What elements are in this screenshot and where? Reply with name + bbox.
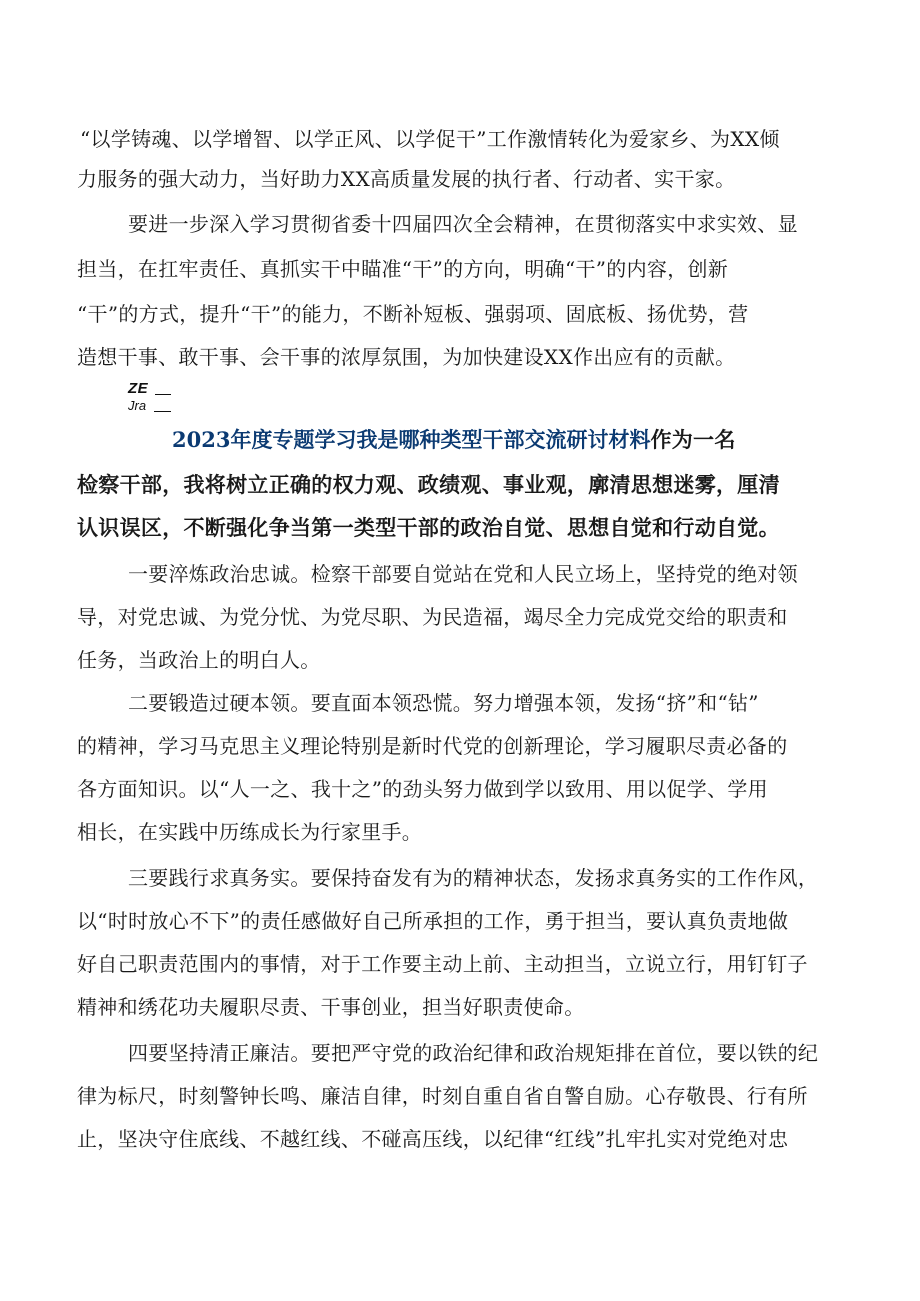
paragraph-line: 一要淬炼政治忠诚。检察干部要自觉站在党和人民立场上，坚持党的绝对领 [128, 562, 798, 586]
title-continuation: 作为一名 [650, 427, 736, 452]
paragraph-line: 力服务的强大动力，当好助力XX高质量发展的执行者、行动者、实干家。 [77, 167, 736, 191]
document-title: 2023年度专题学习我是哪种类型干部交流研讨材料 [172, 427, 651, 452]
document-title-line [172, 428, 736, 452]
paragraph-line: 的精神，学习马克思主义理论特别是新时代党的创新理论，学习履职尽责必备的 [77, 734, 788, 758]
logo-text-bottom: Jra [128, 398, 147, 413]
paragraph-line: 止，坚决守住底线、不越红线、不碰高压线，以纪律“红线”扎牢扎实对党绝对忠 [77, 1127, 789, 1151]
paragraph-line: 三要践行求真务实。要保持奋发有为的精神状态，发扬求真务实的工作作风， [128, 866, 819, 890]
paragraph-line: 导，对党忠诚、为党分忧、为党尽职、为民造福，竭尽全力完成党交给的职责和 [77, 605, 788, 629]
watermark-logo [128, 381, 188, 415]
paragraph-line: 以“时时放心不下”的责任感做好自己所承担的工作，勇于担当，要认真负责地做 [77, 909, 789, 933]
paragraph-line: 精神和绣花功夫履职尽责、干事创业，担当好职责使命。 [77, 995, 585, 1019]
paragraph-line: 相长，在实践中历练成长为行家里手。 [77, 820, 423, 844]
paragraph-line: 各方面知识。以“人一之、我十之”的劲头努力做到学以致用、用以促学、学用 [77, 777, 768, 801]
paragraph-line: 检察干部，我将树立正确的权力观、政绩观、事业观，廓清思想迷雾，厘清 [77, 472, 780, 497]
paragraph-line: 律为标尺，时刻警钟长鸣、廉洁自律，时刻自重自省自警自励。心存敬畏、行有所 [77, 1084, 808, 1108]
paragraph-line: 四要坚持清正廉洁。要把严守党的政治纪律和政治规矩排在首位，要以铁的纪 [128, 1041, 819, 1065]
paragraph-line: “干”的方式，提升“干”的能力，不断补短板、强弱项、固底板、扬优势，营 [77, 302, 749, 326]
paragraph-line: 造想干事、敢干事、会干事的浓厚氛围，为加快建设XX作出应有的贡献。 [77, 345, 736, 369]
logo-bar [154, 411, 171, 412]
paragraph-line: 要进一步深入学习贯彻省委十四届四次全会精神，在贯彻落实中求实效、显 [128, 212, 798, 236]
paragraph-line: 担当，在扛牢责任、真抓实干中瞄准“干”的方向，明确“干”的内容，创新 [77, 257, 729, 281]
logo-text-top: ZE [128, 380, 149, 397]
paragraph-line: 好自己职责范围内的事情，对于工作要主动上前、主动担当，立说立行，用钉钉子 [77, 952, 808, 976]
logo-bar [155, 394, 171, 395]
paragraph-line: 二要锻造过硬本领。要直面本领恐慌。努力增强本领，发扬“挤”和“钻” [128, 691, 759, 715]
paragraph-line: “以学铸魂、以学增智、以学正风、以学促干”工作激情转化为爱家乡、为XX倾 [80, 127, 780, 151]
paragraph-line: 认识误区，不断强化争当第一类型干部的政治自觉、思想自觉和行动自觉。 [77, 515, 780, 540]
paragraph-line: 任务，当政治上的明白人。 [77, 648, 321, 672]
